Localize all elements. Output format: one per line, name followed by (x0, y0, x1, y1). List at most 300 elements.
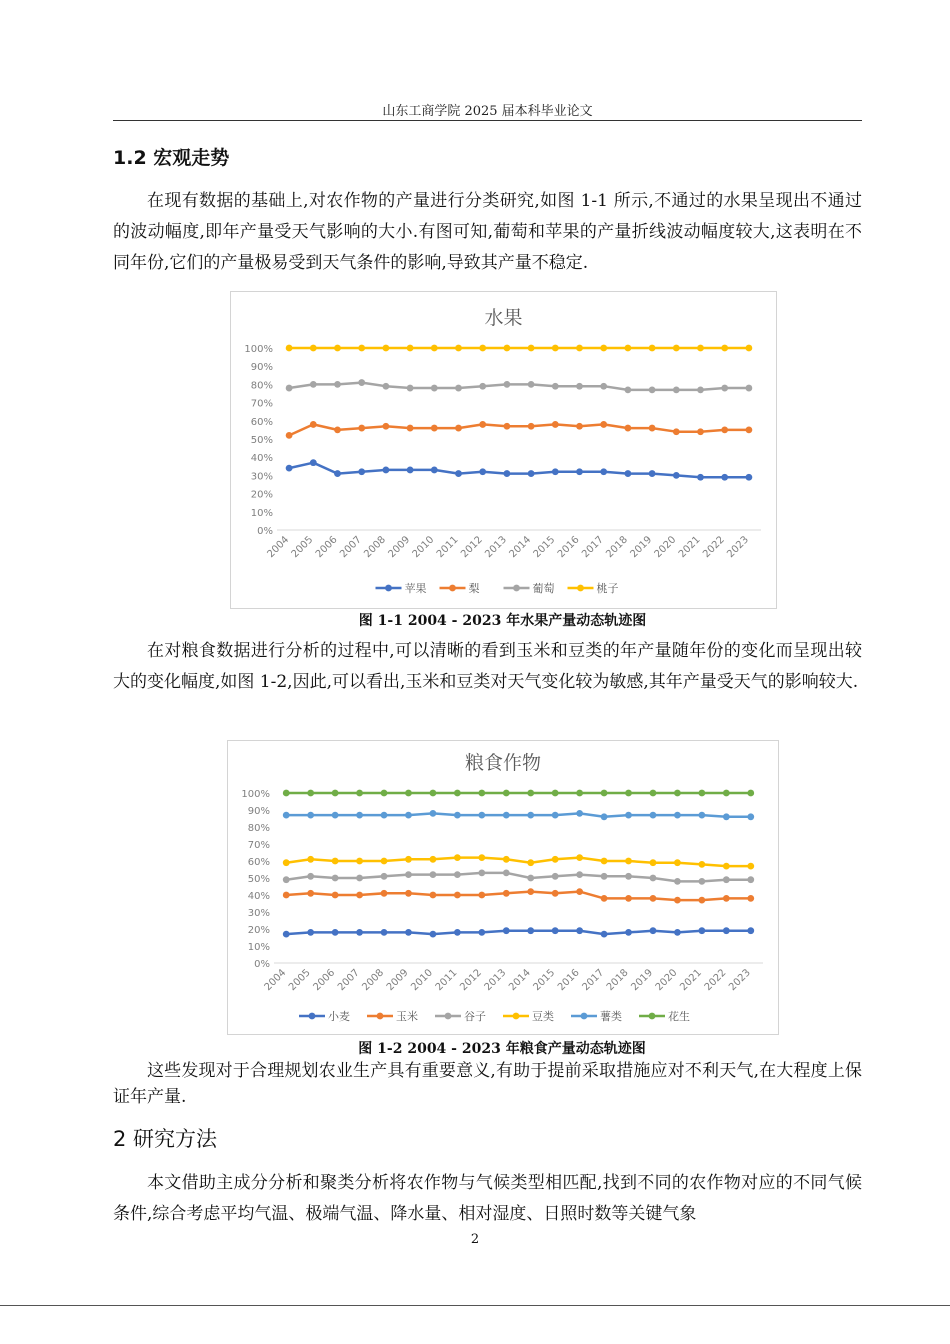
data-point (405, 890, 412, 897)
data-point (747, 927, 754, 934)
data-point (552, 383, 559, 390)
data-point (430, 892, 437, 899)
data-point (310, 459, 317, 466)
data-point (721, 345, 728, 352)
x-tick-label: 2015 (531, 534, 558, 561)
x-tick-label: 2017 (580, 967, 607, 994)
data-point (405, 812, 412, 819)
data-point (601, 873, 608, 880)
data-point (649, 425, 656, 432)
paragraph-fruit-analysis: 在现有数据的基础上,对农作物的产量进行分类研究,如图 1-1 所示,不通过的水果呈现出不通过的波动幅度,即年产量受天气影响的大小.有图可知,葡萄和苹果的产量折线波动幅度较大,这表明在不同年份,它们的产量极易受到天气条件的影响,导致其产量不稳定. (113, 191, 862, 273)
data-point (479, 345, 486, 352)
data-point (356, 875, 363, 882)
data-point (576, 810, 583, 817)
legend-label: 谷子 (464, 1010, 486, 1023)
x-tick-label: 2013 (482, 967, 509, 994)
data-point (600, 468, 607, 475)
data-point (576, 854, 583, 861)
data-point (405, 790, 412, 797)
data-point (601, 895, 608, 902)
x-tick-label: 2007 (338, 534, 364, 561)
data-point (383, 423, 390, 430)
data-point (332, 875, 339, 882)
data-point (358, 468, 365, 475)
data-point (358, 345, 365, 352)
data-point (383, 467, 390, 474)
legend-label: 苹果 (404, 582, 427, 595)
x-tick-label: 2019 (629, 967, 656, 994)
data-point (478, 870, 485, 877)
data-point (674, 790, 681, 797)
data-point (454, 854, 461, 861)
x-tick-label: 2018 (604, 967, 631, 994)
data-point (649, 470, 656, 477)
data-point (381, 929, 388, 936)
data-point (552, 873, 559, 880)
legend-label: 薯类 (600, 1010, 622, 1023)
data-point (356, 812, 363, 819)
data-point (746, 385, 753, 392)
series-line-小麦 (286, 931, 751, 934)
y-tick-label: 90% (247, 806, 270, 817)
data-point (697, 345, 704, 352)
y-tick-label: 60% (250, 416, 273, 428)
paragraph-methods: 本文借助主成分分析和聚类分析将农作物与气候类型相匹配,找到不同的农作物对应的不同气候条件,综合考虑平均气温、极端气温、降水量、相对湿度、日照时数等关键气象 (113, 1173, 862, 1224)
legend-label: 玉米 (396, 1010, 418, 1023)
data-point (430, 790, 437, 797)
legend-label: 小麦 (328, 1010, 350, 1023)
data-point (504, 381, 511, 388)
x-tick-label: 2021 (676, 534, 703, 561)
data-point (405, 929, 412, 936)
data-point (528, 423, 535, 430)
legend-marker (445, 1013, 452, 1020)
data-point (674, 897, 681, 904)
data-point (283, 876, 290, 883)
series-line-葡萄 (289, 383, 749, 390)
data-point (503, 790, 510, 797)
data-point (334, 381, 341, 388)
section-heading-1-2: 1.2 宏观走势 (113, 147, 230, 169)
data-point (283, 892, 290, 899)
x-tick-label: 2011 (433, 967, 460, 994)
data-point (697, 428, 704, 435)
data-point (454, 871, 461, 878)
x-tick-label: 2023 (727, 967, 753, 994)
x-tick-label: 2019 (628, 534, 655, 561)
data-point (649, 386, 656, 393)
data-point (286, 345, 293, 352)
data-point (478, 929, 485, 936)
data-point (504, 345, 511, 352)
data-point (527, 888, 534, 895)
data-point (697, 386, 704, 393)
data-point (332, 858, 339, 865)
y-tick-label: 40% (247, 891, 270, 902)
data-point (479, 421, 486, 428)
x-tick-label: 2004 (262, 967, 289, 994)
data-point (600, 421, 607, 428)
header-rule (113, 120, 862, 121)
data-point (334, 470, 341, 477)
data-point (723, 927, 730, 934)
legend-label: 葡萄 (532, 582, 555, 595)
data-point (723, 863, 730, 870)
x-tick-label: 2016 (555, 534, 582, 561)
y-tick-label: 80% (250, 380, 273, 392)
data-point (576, 423, 583, 430)
data-point (698, 927, 705, 934)
data-point (576, 468, 583, 475)
x-tick-label: 2012 (459, 534, 485, 561)
data-point (405, 856, 412, 863)
data-point (503, 812, 510, 819)
data-point (747, 895, 754, 902)
y-tick-label: 70% (250, 398, 273, 410)
data-point (332, 929, 339, 936)
x-tick-label: 2018 (604, 534, 631, 561)
data-point (407, 467, 414, 474)
data-point (723, 876, 730, 883)
data-point (503, 856, 510, 863)
data-point (503, 890, 510, 897)
data-point (310, 421, 317, 428)
fruit-line-chart (231, 292, 776, 608)
data-point (307, 856, 314, 863)
data-point (576, 383, 583, 390)
section-heading-2: 2 研究方法 (113, 1127, 218, 1151)
data-point (552, 927, 559, 934)
data-point (283, 931, 290, 938)
y-tick-label: 100% (244, 344, 273, 355)
figure-caption-1-1: 图 1-1 2004 - 2023 年水果产量动态轨迹图 (358, 613, 647, 629)
data-point (479, 468, 486, 475)
data-point (625, 873, 632, 880)
data-point (283, 812, 290, 819)
data-point (527, 927, 534, 934)
data-point (576, 927, 583, 934)
legend-marker (377, 1013, 384, 1020)
data-point (454, 812, 461, 819)
data-point (601, 813, 608, 820)
data-point (698, 878, 705, 885)
data-point (405, 871, 412, 878)
grain-chart-frame (227, 740, 779, 1035)
data-point (721, 385, 728, 392)
data-point (431, 425, 438, 432)
x-tick-label: 2009 (386, 534, 413, 561)
data-point (698, 861, 705, 868)
series-line-谷子 (286, 873, 751, 882)
data-point (528, 345, 535, 352)
y-tick-label: 50% (247, 874, 270, 885)
chart-title: 粮食作物 (464, 752, 542, 774)
data-point (383, 383, 390, 390)
y-tick-label: 50% (250, 435, 273, 446)
data-point (723, 895, 730, 902)
data-point (747, 876, 754, 883)
y-tick-label: 60% (247, 857, 270, 868)
y-tick-label: 100% (241, 789, 270, 800)
data-point (455, 345, 462, 352)
data-point (747, 863, 754, 870)
paragraph-significance: 这些发现对于合理规划农业生产具有重要意义,有助于提前采取措施应对不利天气,在大程度上保证年产量. (113, 1061, 862, 1107)
y-tick-label: 30% (250, 471, 273, 483)
data-point (625, 929, 632, 936)
x-tick-label: 2016 (555, 967, 582, 994)
data-point (478, 854, 485, 861)
data-point (746, 474, 753, 481)
data-point (527, 859, 534, 866)
data-point (723, 790, 730, 797)
x-tick-label: 2020 (652, 534, 679, 561)
series-line-玉米 (286, 892, 751, 901)
x-tick-label: 2013 (483, 534, 510, 561)
y-tick-label: 20% (247, 925, 270, 936)
data-point (383, 345, 390, 352)
data-point (698, 897, 705, 904)
data-point (650, 790, 657, 797)
data-point (576, 871, 583, 878)
figure-caption-1-2: 图 1-2 2004 - 2023 年粮食产量动态轨迹图 (358, 1041, 646, 1057)
data-point (601, 931, 608, 938)
data-point (479, 383, 486, 390)
data-point (356, 929, 363, 936)
data-point (674, 929, 681, 936)
data-point (310, 345, 317, 352)
data-point (430, 810, 437, 817)
data-point (307, 790, 314, 797)
legend-label: 桃子 (596, 582, 619, 595)
x-tick-label: 2010 (410, 534, 437, 561)
legend-marker (449, 585, 456, 592)
data-point (625, 790, 632, 797)
page-number: 2 (470, 1232, 480, 1247)
legend-label: 梨 (468, 582, 480, 595)
data-point (601, 858, 608, 865)
legend-label: 豆类 (532, 1010, 554, 1023)
data-point (747, 813, 754, 820)
data-point (356, 790, 363, 797)
data-point (721, 427, 728, 434)
data-point (673, 345, 680, 352)
data-point (721, 474, 728, 481)
data-point (307, 890, 314, 897)
legend-marker (385, 585, 392, 592)
data-point (358, 425, 365, 432)
y-tick-label: 90% (250, 362, 273, 374)
data-point (407, 425, 414, 432)
data-point (478, 812, 485, 819)
y-tick-label: 30% (247, 908, 270, 919)
y-tick-label: 10% (250, 507, 273, 519)
data-point (600, 383, 607, 390)
x-tick-label: 2008 (362, 534, 389, 561)
running-header: 山东工商学院 2025 届本科毕业论文 (382, 104, 593, 119)
series-line-薯类 (286, 813, 751, 816)
data-point (650, 895, 657, 902)
data-point (552, 856, 559, 863)
data-point (504, 470, 511, 477)
x-tick-label: 2023 (725, 534, 752, 561)
data-point (430, 931, 437, 938)
data-point (381, 873, 388, 880)
x-tick-label: 2022 (702, 967, 729, 994)
data-point (674, 812, 681, 819)
fruit-chart-frame (230, 291, 777, 609)
x-tick-label: 2006 (311, 967, 338, 994)
data-point (649, 345, 656, 352)
data-point (625, 386, 632, 393)
data-point (625, 895, 632, 902)
y-tick-label: 70% (247, 840, 270, 851)
data-point (356, 858, 363, 865)
legend-marker (649, 1013, 656, 1020)
data-point (430, 871, 437, 878)
data-point (528, 381, 535, 388)
data-point (625, 812, 632, 819)
series-line-豆类 (286, 858, 751, 867)
data-point (674, 859, 681, 866)
x-tick-label: 2005 (289, 534, 316, 561)
data-point (283, 859, 290, 866)
data-point (673, 472, 680, 479)
data-point (381, 858, 388, 865)
x-tick-label: 2009 (384, 967, 411, 994)
data-point (358, 379, 365, 386)
x-tick-label: 2012 (458, 967, 484, 994)
footer-rule (0, 1305, 950, 1306)
data-point (723, 813, 730, 820)
data-point (600, 345, 607, 352)
y-tick-label: 80% (247, 823, 270, 834)
chart-title: 水果 (484, 307, 523, 329)
data-point (503, 870, 510, 877)
data-point (552, 345, 559, 352)
data-point (746, 427, 753, 434)
data-point (286, 432, 293, 439)
data-point (650, 875, 657, 882)
legend-marker (513, 1013, 520, 1020)
y-tick-label: 40% (250, 453, 273, 465)
data-point (527, 790, 534, 797)
data-point (455, 425, 462, 432)
data-point (650, 927, 657, 934)
x-tick-label: 2014 (507, 534, 534, 561)
data-point (527, 875, 534, 882)
series-line-苹果 (289, 463, 749, 478)
data-point (673, 428, 680, 435)
paragraph-grain-analysis: 在对粮食数据进行分析的过程中,可以清晰的看到玉米和豆类的年产量随年份的变化而呈现出较大的变化幅度,如图 1-2,因此,可以看出,玉米和豆类对天气变化较为敏感,其年产量受天气的影响较大. (113, 641, 862, 692)
series-line-梨 (289, 424, 749, 435)
data-point (552, 421, 559, 428)
x-tick-label: 2017 (580, 534, 606, 561)
data-point (307, 873, 314, 880)
data-point (625, 858, 632, 865)
legend-marker (309, 1013, 316, 1020)
data-point (576, 888, 583, 895)
data-point (601, 790, 608, 797)
x-tick-label: 2021 (678, 967, 704, 994)
x-tick-label: 2004 (265, 534, 292, 561)
data-point (454, 892, 461, 899)
data-point (650, 812, 657, 819)
data-point (431, 467, 438, 474)
data-point (528, 470, 535, 477)
data-point (576, 790, 583, 797)
data-point (310, 381, 317, 388)
data-point (576, 345, 583, 352)
data-point (455, 385, 462, 392)
x-tick-label: 2011 (434, 534, 461, 561)
data-point (307, 929, 314, 936)
data-point (552, 812, 559, 819)
y-tick-label: 0% (254, 959, 270, 970)
data-point (430, 856, 437, 863)
legend-marker (577, 585, 584, 592)
y-tick-label: 0% (257, 526, 273, 537)
data-point (381, 790, 388, 797)
data-point (673, 386, 680, 393)
data-point (674, 878, 681, 885)
x-tick-label: 2008 (360, 967, 387, 994)
data-point (478, 892, 485, 899)
data-point (746, 345, 753, 352)
data-point (552, 890, 559, 897)
data-point (625, 470, 632, 477)
legend-label: 花生 (668, 1010, 690, 1023)
y-tick-label: 20% (250, 489, 273, 501)
data-point (698, 812, 705, 819)
data-point (454, 929, 461, 936)
data-point (527, 812, 534, 819)
data-point (431, 385, 438, 392)
legend-marker (581, 1013, 588, 1020)
data-point (381, 812, 388, 819)
data-point (697, 474, 704, 481)
x-tick-label: 2015 (531, 967, 558, 994)
grain-line-chart (228, 741, 778, 1034)
data-point (503, 927, 510, 934)
y-tick-label: 10% (247, 942, 270, 953)
data-point (650, 859, 657, 866)
x-tick-label: 2006 (313, 534, 340, 561)
data-point (455, 470, 462, 477)
data-point (332, 790, 339, 797)
legend-marker (513, 585, 520, 592)
data-point (381, 890, 388, 897)
x-tick-label: 2010 (409, 967, 436, 994)
data-point (286, 385, 293, 392)
data-point (407, 385, 414, 392)
data-point (334, 345, 341, 352)
x-tick-label: 2022 (701, 534, 727, 561)
data-point (625, 345, 632, 352)
data-point (356, 892, 363, 899)
data-point (431, 345, 438, 352)
data-point (504, 423, 511, 430)
data-point (334, 427, 341, 434)
x-tick-label: 2005 (287, 967, 313, 994)
data-point (454, 790, 461, 797)
x-tick-label: 2014 (507, 967, 533, 994)
data-point (698, 790, 705, 797)
data-point (307, 812, 314, 819)
data-point (407, 345, 414, 352)
x-tick-label: 2020 (653, 967, 680, 994)
data-point (332, 812, 339, 819)
x-tick-label: 2007 (335, 967, 362, 994)
